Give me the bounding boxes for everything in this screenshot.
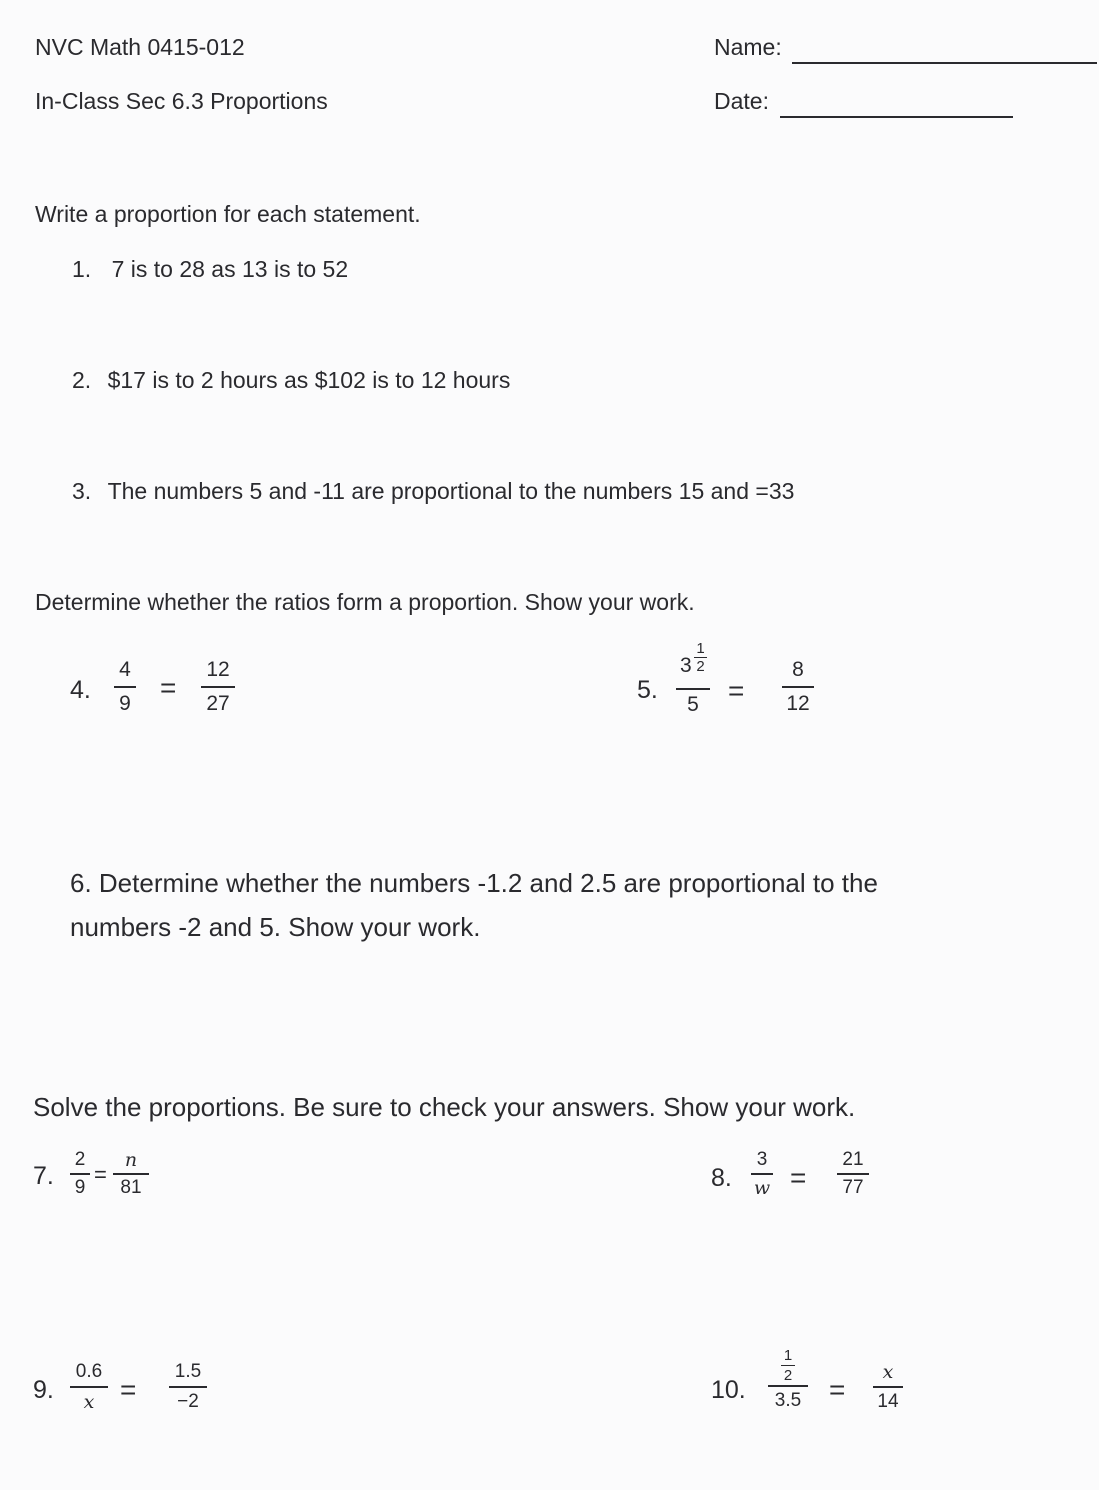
q5-left-fraction bbox=[676, 640, 710, 717]
mixed-whole: 3 bbox=[680, 654, 692, 677]
fraction-bar bbox=[676, 688, 710, 690]
fraction-bar bbox=[70, 1173, 90, 1175]
numerator: 1 bbox=[696, 640, 705, 657]
q8-left-fraction bbox=[751, 1150, 773, 1198]
fraction-bar bbox=[873, 1386, 903, 1388]
numerator: 2 bbox=[74, 1149, 86, 1170]
q10-left-fraction bbox=[768, 1348, 808, 1412]
mixed-fraction bbox=[694, 641, 707, 674]
q8-equals: = bbox=[790, 1162, 807, 1193]
denominator: w bbox=[753, 1177, 771, 1199]
q9-right-fraction bbox=[169, 1362, 207, 1412]
part2-instruction: Determine whether the ratios form a proportion. Show your work. bbox=[35, 589, 695, 615]
fraction-bar bbox=[751, 1173, 773, 1175]
question-8-number: 8. bbox=[711, 1164, 732, 1192]
numerator: 8 bbox=[792, 658, 804, 681]
numerator: 0.6 bbox=[75, 1361, 103, 1382]
numerator: 21 bbox=[842, 1149, 864, 1170]
denominator: 5 bbox=[687, 693, 699, 716]
question-10-number: 10. bbox=[711, 1376, 746, 1404]
section-title: In-Class Sec 6.3 Proportions bbox=[35, 88, 328, 114]
question-text: 7 is to 28 as 13 is to 52 bbox=[111, 256, 349, 282]
denominator: 2 bbox=[783, 1367, 793, 1384]
denominator: 12 bbox=[786, 692, 810, 715]
denominator: 77 bbox=[842, 1177, 864, 1198]
denominator: x bbox=[83, 1391, 95, 1413]
numerator: 3 bbox=[756, 1149, 768, 1170]
fraction-bar bbox=[70, 1386, 108, 1388]
q7-equals: = bbox=[94, 1162, 107, 1187]
question-4-number: 4. bbox=[70, 676, 91, 704]
denominator: −2 bbox=[177, 1391, 199, 1412]
date-blank-line[interactable] bbox=[780, 116, 1013, 118]
q5-equals: = bbox=[728, 675, 745, 706]
fraction-bar bbox=[114, 686, 136, 688]
question-5-number: 5. bbox=[637, 676, 658, 704]
fraction-bar bbox=[113, 1173, 149, 1175]
numerator: 1.5 bbox=[174, 1361, 202, 1382]
numerator: x bbox=[882, 1361, 894, 1383]
q8-right-fraction bbox=[837, 1150, 869, 1198]
q5-right-fraction bbox=[782, 658, 814, 716]
denominator: 27 bbox=[206, 692, 230, 715]
denominator: 3.5 bbox=[774, 1390, 802, 1411]
question-number: 3. bbox=[72, 478, 92, 504]
denominator: 9 bbox=[119, 692, 131, 715]
question-number: 2. bbox=[72, 367, 92, 393]
numerator: 1 bbox=[783, 1347, 793, 1364]
denominator: 81 bbox=[120, 1177, 142, 1198]
fraction-bar bbox=[768, 1385, 808, 1387]
q10-equals: = bbox=[829, 1374, 846, 1405]
fraction-bar bbox=[201, 686, 235, 688]
part3-instruction: Solve the proportions. Be sure to check your answers. Show your work. bbox=[33, 1092, 856, 1122]
denominator: 14 bbox=[877, 1391, 899, 1412]
numerator: 4 bbox=[119, 658, 131, 681]
q9-left-fraction bbox=[70, 1362, 108, 1412]
question-number: 1. bbox=[72, 256, 92, 282]
numerator: 12 bbox=[206, 658, 230, 681]
fraction-bar bbox=[781, 1365, 795, 1366]
course-title: NVC Math 0415-012 bbox=[35, 34, 245, 60]
fraction-bar bbox=[837, 1173, 869, 1175]
part1-instruction: Write a proportion for each statement. bbox=[35, 201, 421, 227]
q10-right-fraction bbox=[873, 1362, 903, 1412]
q4-right-fraction bbox=[201, 658, 235, 716]
name-blank-line[interactable] bbox=[792, 62, 1097, 64]
q7-left-fraction bbox=[70, 1150, 90, 1198]
question-6-line-1: 6. Determine whether the numbers -1.2 and 2.5 are proportional to the bbox=[70, 868, 878, 898]
question-1 bbox=[72, 256, 348, 283]
question-9-number: 9. bbox=[33, 1376, 54, 1404]
numerator: n bbox=[124, 1149, 138, 1171]
fraction-bar bbox=[782, 686, 814, 688]
question-text: $17 is to 2 hours as $102 is to 12 hours bbox=[107, 367, 511, 393]
question-7-number: 7. bbox=[33, 1162, 54, 1190]
q4-left-fraction bbox=[114, 658, 136, 716]
q9-equals: = bbox=[120, 1374, 137, 1405]
date-label: Date: bbox=[714, 88, 769, 114]
question-3 bbox=[72, 478, 794, 505]
denominator: 2 bbox=[696, 658, 705, 675]
question-2 bbox=[72, 367, 510, 394]
q7-right-fraction bbox=[113, 1150, 149, 1198]
fraction-bar bbox=[169, 1386, 207, 1388]
denominator: 9 bbox=[74, 1177, 86, 1198]
question-6-line-2: numbers -2 and 5. Show your work. bbox=[70, 912, 481, 942]
name-label: Name: bbox=[714, 34, 782, 60]
question-text: The numbers 5 and -11 are proportional to the numbers 15 and =33 bbox=[107, 478, 795, 504]
nested-fraction bbox=[781, 1348, 795, 1383]
q4-equals: = bbox=[160, 672, 177, 703]
